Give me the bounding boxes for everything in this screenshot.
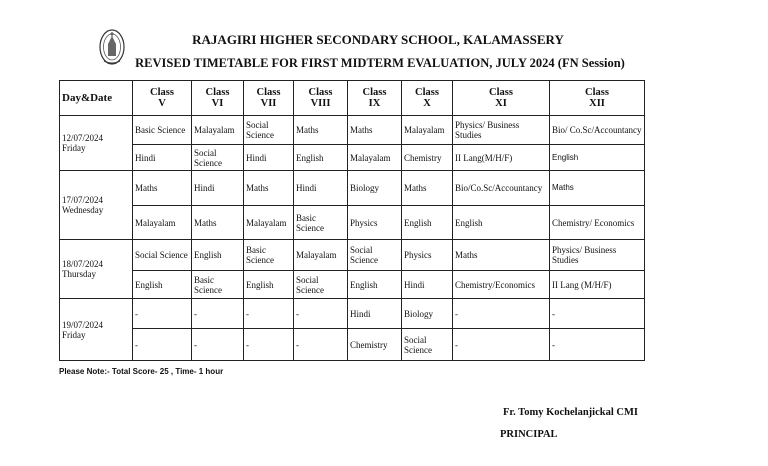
table-cell: Malayalam (294, 240, 348, 271)
class-xii-header: Class XII (550, 81, 645, 116)
table-cell: Malayalam (402, 116, 453, 145)
table-cell: Hindi (294, 171, 348, 206)
table-cell: - (294, 329, 348, 361)
table-cell: Chemistry (348, 329, 402, 361)
table-cell: Malayalam (244, 206, 294, 240)
class-v-header: Class V (133, 81, 192, 116)
class-xi-header: Class XI (453, 81, 550, 116)
table-cell: Maths (294, 116, 348, 145)
table-cell: Hindi (244, 145, 294, 171)
table-cell: Hindi (192, 171, 244, 206)
date-cell: 17/07/2024 Wednesday (60, 171, 133, 240)
table-row (60, 271, 645, 299)
table-cell: English (453, 206, 550, 240)
note-text: Please Note:- Total Score- 25 , Time- 1 hour (59, 367, 224, 376)
class-viii-header: Class VIII (294, 81, 348, 116)
day-date-header: Day&Date (60, 81, 133, 116)
table-cell: - (453, 329, 550, 361)
table-row (60, 240, 645, 271)
table-cell: Hindi (402, 271, 453, 299)
table-row (60, 206, 645, 240)
table-cell: Maths (192, 206, 244, 240)
table-cell: Bio/ Co.Sc/Accountancy (550, 116, 645, 145)
table-cell: English (133, 271, 192, 299)
table-cell: - (192, 299, 244, 329)
table-row (60, 329, 645, 361)
class-vii-header: Class VII (244, 81, 294, 116)
table-row (60, 145, 645, 171)
table-header-row (60, 81, 645, 116)
table-cell: - (133, 299, 192, 329)
table-cell: Maths (133, 171, 192, 206)
principal-name: Fr. Tomy Kochelanjickal CMI (503, 407, 638, 418)
table-cell: Maths (402, 171, 453, 206)
table-cell: Physics (402, 240, 453, 271)
table-cell: Physics/ Business Studies (453, 116, 550, 145)
table-cell: Social Science (348, 240, 402, 271)
date-cell: 18/07/2024 Thursday (60, 240, 133, 299)
table-cell: - (244, 329, 294, 361)
table-cell: II Lang(M/H/F) (453, 145, 550, 171)
table-cell: English (244, 271, 294, 299)
timetable-table (59, 80, 645, 361)
table-cell: - (550, 299, 645, 329)
table-cell: - (294, 299, 348, 329)
table-cell: English (294, 145, 348, 171)
timetable-title: REVISED TIMETABLE FOR FIRST MIDTERM EVALUATION, JULY 2024 (FN Session) (135, 56, 625, 70)
class-ix-header: Class IX (348, 81, 402, 116)
table-cell: Chemistry (402, 145, 453, 171)
table-row (60, 171, 645, 206)
table-cell: Maths (244, 171, 294, 206)
table-cell: English (550, 145, 645, 171)
table-cell: Malayalam (348, 145, 402, 171)
table-cell: Social Science (192, 145, 244, 171)
table-cell: Physics (348, 206, 402, 240)
table-cell: Maths (348, 116, 402, 145)
table-cell: Chemistry/ Economics (550, 206, 645, 240)
table-cell: - (133, 329, 192, 361)
table-cell: Basic Science (294, 206, 348, 240)
table-cell: English (192, 240, 244, 271)
table-cell: - (244, 299, 294, 329)
table-cell: Bio/Co.Sc/Accountancy (453, 171, 550, 206)
table-cell: Biology (348, 171, 402, 206)
table-row (60, 299, 645, 329)
table-cell: Hindi (348, 299, 402, 329)
table-cell: Maths (453, 240, 550, 271)
table-cell: Social Science (294, 271, 348, 299)
table-cell: Malayalam (133, 206, 192, 240)
table-cell: - (453, 299, 550, 329)
class-vi-header: Class VI (192, 81, 244, 116)
table-cell: English (402, 206, 453, 240)
table-cell: - (550, 329, 645, 361)
table-cell: Malayalam (192, 116, 244, 145)
class-x-header: Class X (402, 81, 453, 116)
table-cell: Social Science (402, 329, 453, 361)
table-cell: Chemistry/Economics (453, 271, 550, 299)
table-cell: Maths (550, 171, 645, 206)
table-cell: II Lang (M/H/F) (550, 271, 645, 299)
table-cell: Basic Science (244, 240, 294, 271)
table-cell: Social Science (133, 240, 192, 271)
table-cell: Basic Science (192, 271, 244, 299)
table-cell: Physics/ Business Studies (550, 240, 645, 271)
table-cell: Social Science (244, 116, 294, 145)
table-cell: Basic Science (133, 116, 192, 145)
table-row (60, 116, 645, 145)
date-cell: 12/07/2024 Friday (60, 116, 133, 171)
table-cell: Biology (402, 299, 453, 329)
table-cell: - (192, 329, 244, 361)
table-cell: Hindi (133, 145, 192, 171)
school-title: RAJAGIRI HIGHER SECONDARY SCHOOL, KALAMASSERY (192, 32, 564, 47)
table-cell: English (348, 271, 402, 299)
principal-title: PRINCIPAL (500, 429, 558, 440)
date-cell: 19/07/2024 Friday (60, 299, 133, 361)
